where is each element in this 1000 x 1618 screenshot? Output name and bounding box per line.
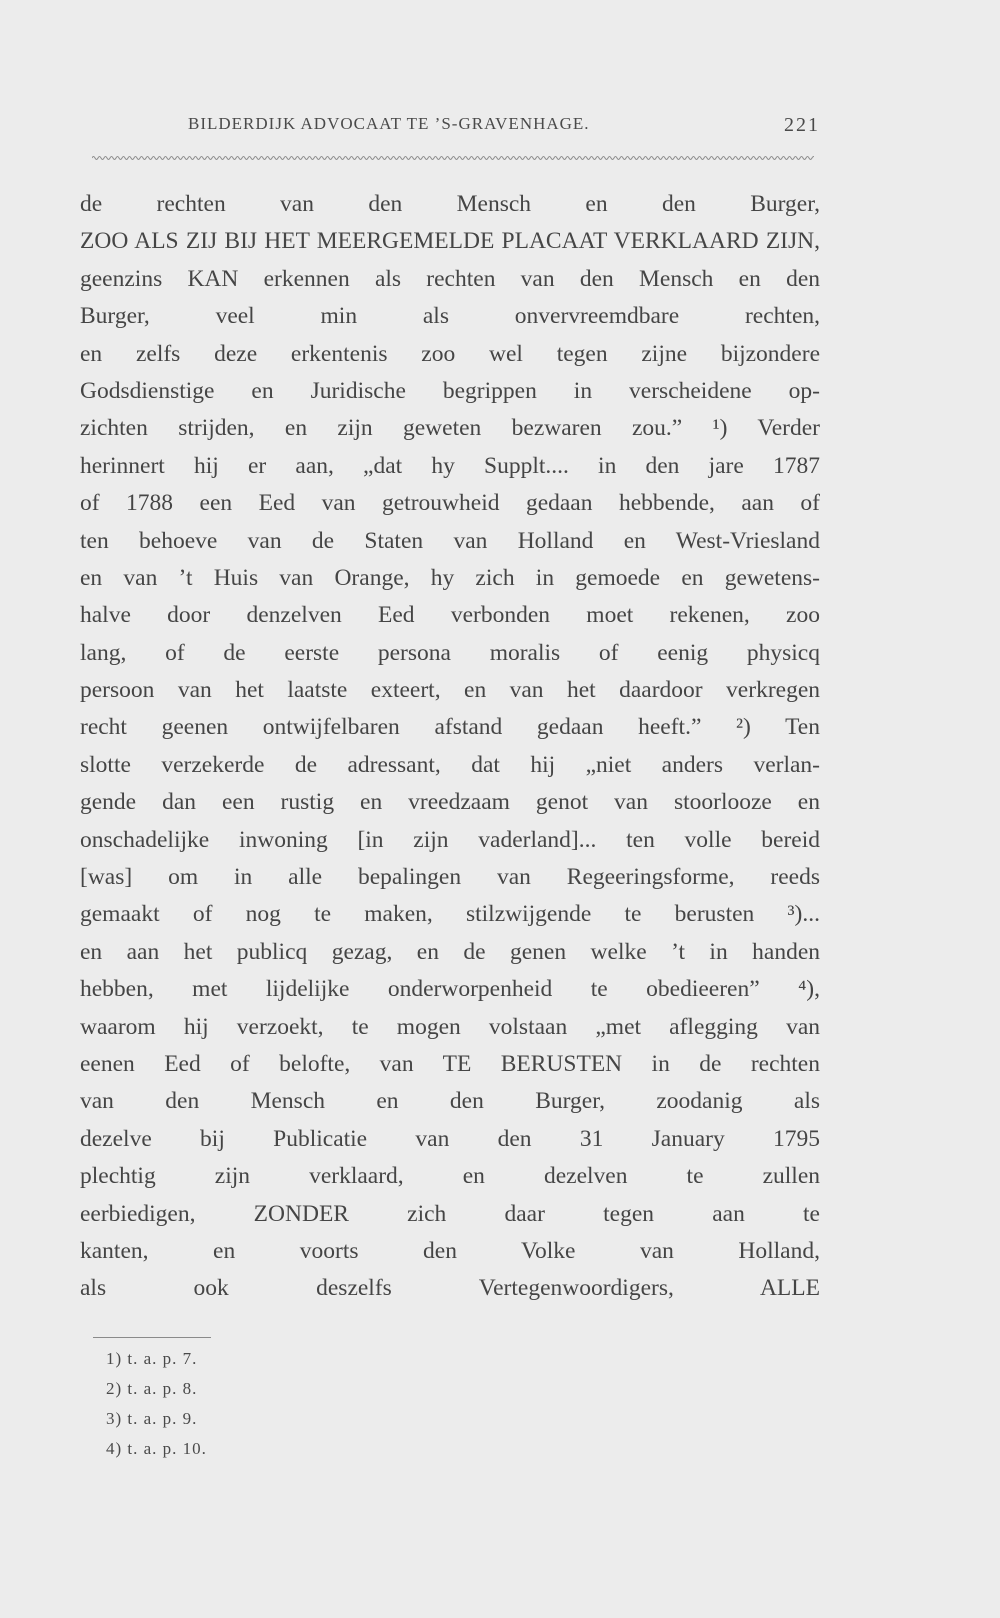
footnote-divider bbox=[93, 1337, 211, 1338]
footnote: 4) t. a. p. 10. bbox=[106, 1439, 207, 1458]
text-line: recht geenen ontwijfelbaren afstand gedaan heeft.” ²) Ten bbox=[80, 714, 820, 741]
page-number: 221 bbox=[784, 114, 820, 136]
text-line: de rechten van den Mensch en den Burger, bbox=[80, 191, 820, 217]
footnote: 2) t. a. p. 8. bbox=[106, 1379, 198, 1398]
text-line: kanten, en voorts den Volke van Holland, bbox=[80, 1237, 820, 1264]
text-line: ten behoeve van de Staten van Holland en West-Vriesland bbox=[80, 527, 820, 554]
text-line: plechtig zijn verklaard, en dezelven te zullen bbox=[80, 1163, 820, 1190]
text-line: eerbiedigen, ZONDER zich daar tegen aan te bbox=[80, 1200, 820, 1227]
text-line: Godsdienstige en Juridische begrippen in verscheidene op- bbox=[80, 377, 820, 404]
text-line: of 1788 een Eed van getrouwheid gedaan hebbende, aan of bbox=[80, 490, 820, 517]
footnote: 3) t. a. p. 9. bbox=[106, 1409, 198, 1428]
text-line: waarom hij verzoekt, te mogen volstaan „met aflegging van bbox=[80, 1013, 820, 1040]
text-line: en aan het publicq gezag, en de genen welke ’t in handen bbox=[80, 938, 820, 965]
footnote: 1) t. a. p. 7. bbox=[106, 1349, 198, 1368]
text-line: hebben, met lijdelijke onderworpenheid te obedieeren” ⁴), bbox=[80, 976, 820, 1003]
text-line: dezelve bij Publicatie van den 31 January 1795 bbox=[80, 1125, 820, 1152]
text-line: en zelfs deze erkentenis zoo wel tegen zijne bijzondere bbox=[80, 340, 820, 367]
text-line: Burger, veel min als onvervreemdbare rechten, bbox=[80, 303, 820, 330]
text-line: en van ’t Huis van Orange, hy zich in gemoede en gewetens- bbox=[80, 564, 820, 591]
text-line: geenzins KAN erkennen als rechten van den Mensch en den bbox=[80, 265, 820, 292]
running-head-title: BILDERDIJK ADVOCAAT TE ’S-GRAVENHAGE. bbox=[188, 114, 590, 133]
text-line: als ook deszelfs Vertegenwoordigers, ALLE bbox=[80, 1275, 820, 1302]
decorative-wavy-rule bbox=[92, 154, 814, 162]
text-line: halve door denzelven Eed verbonden moet rekenen, zoo bbox=[80, 602, 820, 629]
text-line: slotte verzekerde de adressant, dat hij „niet anders verlan- bbox=[80, 751, 820, 778]
running-head bbox=[188, 114, 820, 142]
footnotes bbox=[106, 1344, 207, 1464]
text-line: van den Mensch en den Burger, zoodanig als bbox=[80, 1088, 820, 1115]
body-text bbox=[80, 186, 820, 1308]
text-line: gende dan een rustig en vreedzaam genot van stoorlooze en bbox=[80, 789, 820, 816]
text-line: eenen Eed of belofte, van TE BERUSTEN in de rechten bbox=[80, 1050, 820, 1077]
text-line: lang, of de eerste persona moralis of eenig physicq bbox=[80, 639, 820, 666]
text-line: gemaakt of nog te maken, stilzwijgende te berusten ³)... bbox=[80, 901, 820, 928]
text-line: herinnert hij er aan, „dat hy Supplt.... in den jare 1787 bbox=[80, 452, 820, 479]
text-line: ZOO ALS ZIJ BIJ HET MEERGEMELDE PLACAAT VERKLAARD ZIJN, bbox=[80, 228, 820, 255]
text-line: [was] om in alle bepalingen van Regeeringsforme, reeds bbox=[80, 864, 820, 891]
text-line: persoon van het laatste exteert, en van het daardoor verkregen bbox=[80, 677, 820, 704]
text-line: zichten strijden, en zijn geweten bezwaren zou.” ¹) Verder bbox=[80, 415, 820, 442]
text-line: onschadelijke inwoning [in zijn vaderland]... ten volle bereid bbox=[80, 826, 820, 853]
